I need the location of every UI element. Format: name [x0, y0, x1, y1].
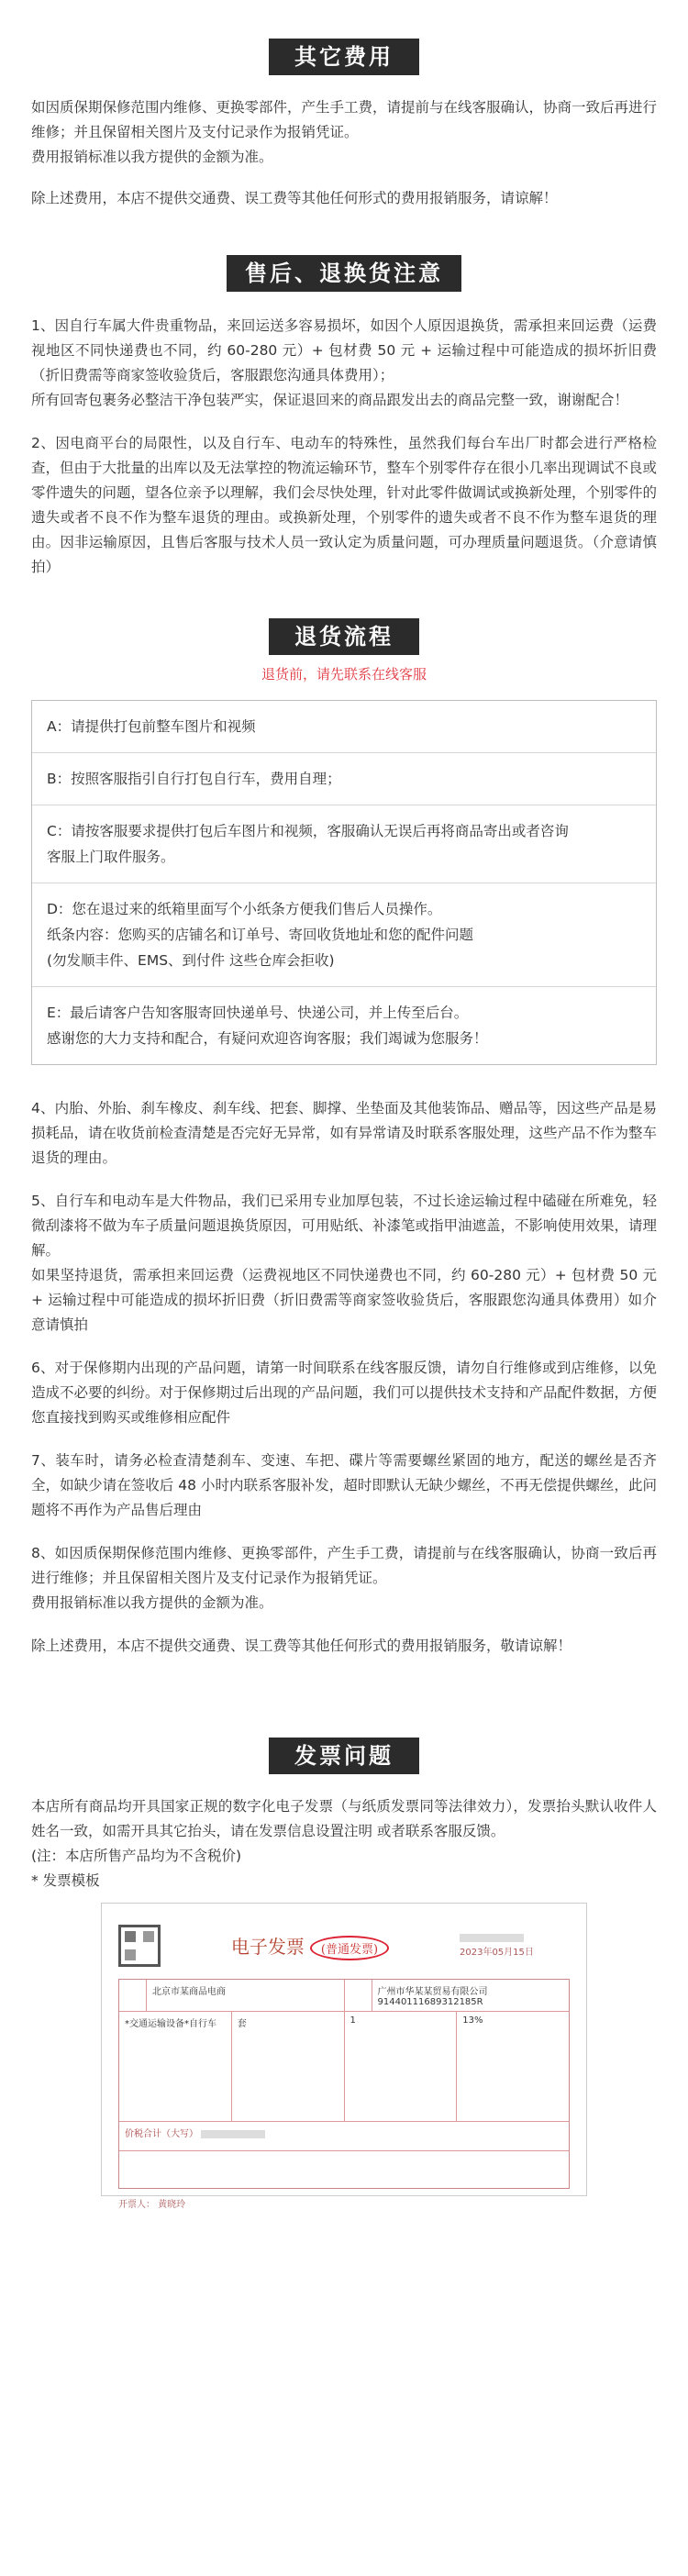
section-title: 退货流程 [269, 618, 419, 655]
step-line: C：请按客服要求提供打包后车图片和视频，客服确认无误后再将商品寄出或者咨询 [47, 823, 569, 839]
return-steps-box [31, 700, 657, 1065]
paragraph: 费用报销标准以我方提供的金额为准。 [31, 1594, 273, 1611]
paragraph: (注：本店所售产品均为不含税价) [31, 1848, 242, 1864]
step-line: 纸条内容：您购买的店铺名和订单号、寄回收货地址和您的配件问题 [47, 927, 474, 943]
invoice-item-row [119, 2012, 569, 2122]
invoice-total-row [119, 2122, 569, 2151]
paragraph: 除上述费用，本店不提供交通费、误工费等其他任何形式的费用报销服务，请谅解！ [31, 190, 558, 206]
buyer-cell [147, 1980, 345, 2011]
section-header-return-flow [0, 618, 688, 655]
step-row-e [32, 987, 656, 1064]
section-header-invoice [0, 1738, 688, 1774]
step-row-a [32, 701, 656, 753]
step-line: E：最后请客户告知客服寄回快递单号、快递公司，并上传至后台。 [47, 1005, 469, 1021]
section-title: 其它费用 [269, 39, 419, 75]
invoice-table [118, 1979, 570, 2189]
step-line: (勿发顺丰件、EMS、到付件 这些仓库会拒收) [47, 952, 335, 969]
paragraph: 除上述费用，本店不提供交通费、误工费等其他任何形式的费用报销服务，敬请谅解！ [31, 1638, 572, 1654]
invoice-party-row [119, 1980, 569, 2012]
item-unit-cell [232, 2012, 345, 2121]
total-label: 价税合计（大写） [125, 2129, 198, 2139]
paragraph: 2、因电商平台的局限性，以及自行车、电动车的特殊性，虽然我们每台车出厂时都会进行严格检查，但由于大批量的出库以及无法掌控的物流运输环节，整车个别零件存在很小几率出现调试不良或零件遗失的问题，望各位亲予以理解，我们会尽快处理，针对此零件做调试或换新处理，个别零件的遗失或者不良不作为整车退货的理由。或换新处理，个别零件的遗失或者不良不作为整车退货的理由。因非运输原因，且售后客服与技术人员一致认定为质量问题，可办理质量问题退货。（介意请慎拍） [31, 435, 658, 575]
section-title: 发票问题 [269, 1738, 419, 1774]
invoice-remark-row [119, 2151, 569, 2188]
step-line: 感谢您的大力支持和配合，有疑问欢迎咨询客服；我们竭诚为您服务！ [47, 1030, 488, 1047]
blurred-number [460, 1934, 524, 1942]
paragraph: * 发票模板 [31, 1872, 100, 1889]
step-row-d [32, 883, 656, 987]
total-cell [119, 2122, 569, 2150]
item-rate-cell [457, 2012, 569, 2121]
paragraph: 1、因自行车属大件贵重物品，来回运送多容易损坏，如因个人原因退换货，需承担来回运费（运费视地区不同快递费也不同，约 60-280 元）+ 包材费 50 元 + 运输过程中可能造成的损坏折旧费（折旧费需等商家签收验货后，客服跟您沟通具体费用）； [31, 317, 657, 383]
blurred-amount [201, 2130, 265, 2138]
step-row-c [32, 805, 656, 883]
invoice-date: 2023年05月15日 [460, 1948, 534, 1958]
paragraph: 4、内胎、外胎、刹车橡皮、刹车线、把套、脚撑、坐垫面及其他装饰品、赠品等，因这些产品是易损耗品，请在收货前检查清楚是否完好无异常，如有异常请及时联系客服处理，这些产品不作为整车退货的理由。 [31, 1100, 658, 1166]
paragraph: 7、装车时，请务必检查清楚刹车、变速、车把、碟片等需要螺丝紧固的地方，配送的螺丝是否齐全，如缺少请在签收后 48 小时内联系客服补发，超时即默认无缺少螺丝，不再无偿提供螺丝，此问题将不再作为产品售后理由 [31, 1452, 657, 1518]
item-unit: 套 [237, 2019, 247, 2029]
seller-cell [372, 1980, 570, 2011]
paragraph: 如果坚持退货，需承担来回运费（运费视地区不同快递费也不同，约 60-280 元）+ 包材费 50 元 + 运输过程中可能造成的损坏折旧费（折旧费需等商家签收验货后，客服跟您沟通具体费用）如介意请慎拍 [31, 1267, 657, 1333]
invoice-sample-image [101, 1903, 587, 2210]
invoice-meta [460, 1931, 570, 1960]
invoice-title [161, 1932, 460, 1960]
seller-tax-id: 91440111689312185R [377, 1997, 483, 2007]
remark-cell [119, 2151, 569, 2188]
seller-label [345, 1980, 372, 2011]
paragraph: 本店所有商品均开具国家正规的数字化电子发票（与纸质发票同等法律效力），发票抬头默认收件人姓名一致，如需开具其它抬头，请在发票信息设置注明 或者联系客服反馈。 [31, 1798, 657, 1839]
invoice-title-text: 电子发票 [230, 1935, 305, 1958]
item-qty-cell [345, 2012, 458, 2121]
section-header-other-fees [0, 39, 688, 75]
step-line: B：按照客服指引自行打包自行车，费用自理； [47, 771, 341, 787]
item-name: *交通运输设备*自行车 [125, 2019, 216, 2029]
item-qty: 1 [350, 2015, 356, 2026]
section-title: 售后、退换货注意 [227, 255, 461, 292]
invoice-issuer: 开票人： 黄晓玲 [118, 2200, 186, 2210]
buyer-name: 北京市某商品电商 [152, 1987, 226, 1997]
section-header-after-sales [0, 255, 688, 292]
step-line: D：您在退过来的纸箱里面写个小纸条方便我们售后人员操作。 [47, 901, 442, 917]
paragraph: 6、对于保修期内出现的产品问题，请第一时间联系在线客服反馈，请勿自行维修或到店维修，以免造成不必要的纠纷。对于保修期过后出现的产品问题，我们可以提供技术支持和产品配件数据，方便您直接找到购买或维修相应配件 [31, 1360, 658, 1426]
step-line: 客服上门取件服务。 [47, 849, 175, 865]
paragraph: 所有回寄包裹务必整洁干净包装严实，保证退回来的商品跟发出去的商品完整一致，谢谢配合！ [31, 392, 629, 408]
qr-code-icon [118, 1925, 161, 1967]
invoice-header [118, 1918, 570, 1973]
step-row-b [32, 753, 656, 805]
flow-subtitle: 退货前，请先联系在线客服 [261, 666, 427, 683]
paragraph: 8、如因质保期保修范围内维修、更换零部件，产生手工费，请提前与在线客服确认，协商一致后再进行维修；并且保留相关图片及支付记录作为报销凭证。 [31, 1545, 657, 1586]
buyer-label [119, 1980, 147, 2011]
invoice-seal: (普通发票) [310, 1936, 389, 1960]
paragraph: 5、自行车和电动车是大件物品，我们已采用专业加厚包装，不过长途运输过程中磕碰在所难免，轻微刮漆将不做为车子质量问题退换货原因，可用贴纸、补漆笔或指甲油遮盖，不影响使用效果，请理解。 [31, 1193, 658, 1259]
paragraph: 费用报销标准以我方提供的金额为准。 [31, 149, 273, 165]
paragraph: 如因质保期保修范围内维修、更换零部件，产生手工费，请提前与在线客服确认，协商一致后再进行维修；并且保留相关图片及支付记录作为报销凭证。 [31, 99, 658, 140]
step-line: A：请提供打包前整车图片和视频 [47, 718, 256, 735]
seller-name: 广州市华某某贸易有限公司 [377, 1987, 488, 1997]
item-name-cell [119, 2012, 232, 2121]
item-rate: 13% [462, 2015, 483, 2026]
